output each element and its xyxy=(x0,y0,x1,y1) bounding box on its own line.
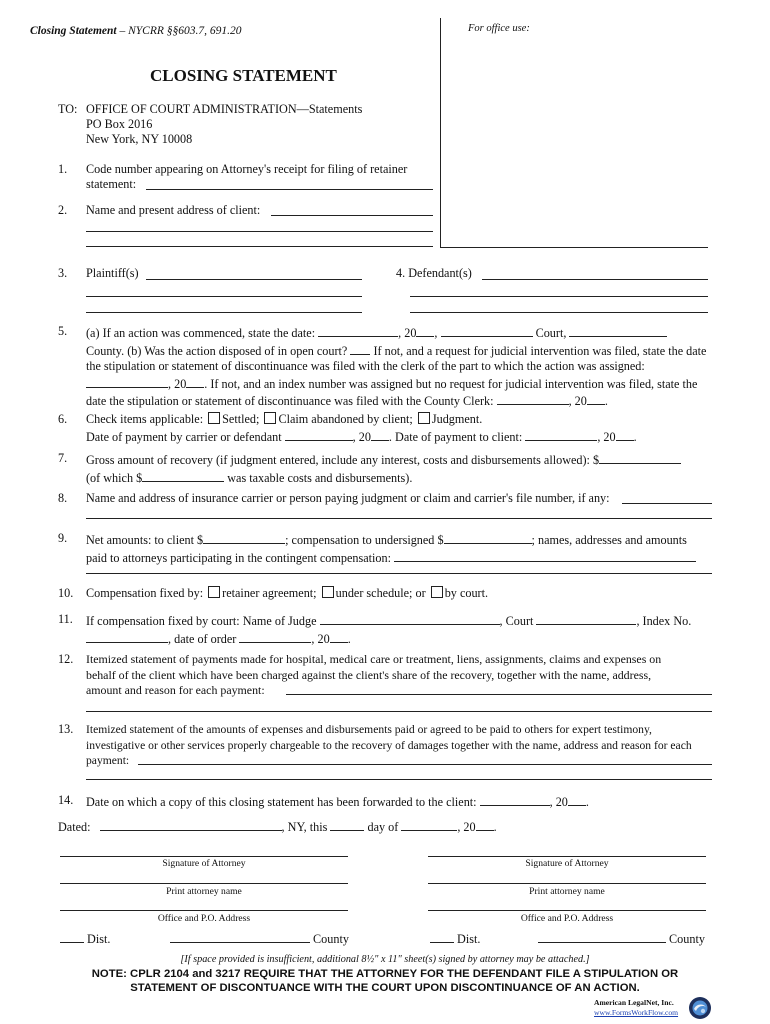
expenses-field-1[interactable] xyxy=(138,764,712,765)
note-line-2: STATEMENT OF DISCONTUANCE WITH THE COURT UPON DISCONTINUANCE OF AN ACTION. xyxy=(130,982,640,994)
forwarded-date-field[interactable] xyxy=(480,793,550,806)
plaintiffs-field-1[interactable] xyxy=(146,279,362,280)
item-12-line-2: behalf of the client which have been charged against the client's share of the recovery, together with the name, address, xyxy=(86,667,652,682)
item-7-b2: was taxable costs and disbursements). xyxy=(224,470,413,485)
page-title: CLOSING STATEMENT xyxy=(150,66,337,85)
item-13-line-2: investigative or other services properly chargeable to the recovery of damages together with the name, address and reason for each xyxy=(86,738,692,752)
to-line-2: PO Box 2016 xyxy=(86,117,153,131)
dated-c: , 20 xyxy=(457,820,476,834)
item-13-line-1: Itemized statement of the amounts of expenses and disbursements paid or agreed to be paid to others for expert testimony, xyxy=(86,723,652,736)
retainer-code-field[interactable] xyxy=(146,189,433,190)
to-label: TO: xyxy=(58,102,78,116)
dist-field-right[interactable] xyxy=(430,930,454,943)
client-name-field[interactable] xyxy=(271,215,433,216)
item-6-b5: . xyxy=(633,429,637,444)
item-6-b1: Date of payment by carrier or defendant xyxy=(86,429,282,444)
dist-row-left xyxy=(60,930,110,947)
item-11-text xyxy=(86,612,712,647)
item-3-number: 3. xyxy=(58,266,68,280)
dated-label: Dated: xyxy=(58,820,91,834)
item-2-number: 2. xyxy=(58,203,68,217)
dated-b: day of xyxy=(367,820,399,834)
county-clerk-date-field[interactable] xyxy=(497,392,569,405)
action-year-field[interactable] xyxy=(416,324,434,337)
under-schedule-checkbox[interactable] xyxy=(322,586,334,598)
county-row-left xyxy=(170,930,349,947)
item-9-number: 9. xyxy=(58,531,68,545)
action-court-field[interactable] xyxy=(441,324,533,337)
judge-name-field[interactable] xyxy=(320,612,500,625)
item-9-text xyxy=(86,531,712,566)
carrier-name-field[interactable] xyxy=(622,503,712,504)
county-field-right[interactable] xyxy=(538,930,666,943)
item-7-b1: (of which $ xyxy=(86,470,143,485)
item-7-text xyxy=(86,451,712,486)
item-5-l5b: , 20 xyxy=(568,394,587,409)
dated-month-field[interactable] xyxy=(401,818,457,831)
stipulation-year-field[interactable] xyxy=(186,375,204,388)
item-5-a4: Court, xyxy=(535,326,567,340)
abandoned-label: Claim abandoned by client; xyxy=(278,412,413,426)
item-5-l3: the stipulation or statement of discontinuance was filed with the clerk of the part to which the action was assigned: xyxy=(86,359,645,374)
item-12-text xyxy=(86,652,712,699)
order-date-field[interactable] xyxy=(239,630,311,643)
item-11-number: 11. xyxy=(58,612,73,626)
gross-recovery-field[interactable] xyxy=(599,451,681,464)
item-8-text: Name and address of insurance carrier or person paying judgment or claim and carrier's file number, if any: xyxy=(86,491,610,505)
item-12-line-3: amount and reason for each payment: xyxy=(86,683,265,698)
dist-field-left[interactable] xyxy=(60,930,84,943)
item-6-number: 6. xyxy=(58,412,68,426)
item-1-number: 1. xyxy=(58,162,68,176)
item-9-b: paid to attorneys participating in the contingent compensation: xyxy=(86,550,391,565)
brand-name: American LegalNet, Inc. xyxy=(594,998,674,1007)
dated-row xyxy=(58,818,497,835)
abandoned-checkbox[interactable] xyxy=(264,412,276,424)
item-14-b: , 20 xyxy=(549,795,568,809)
index-number-field[interactable] xyxy=(86,630,168,643)
form-citation xyxy=(30,25,242,37)
county-clerk-year-field[interactable] xyxy=(587,392,605,405)
forwarded-year-field[interactable] xyxy=(568,793,586,806)
dist-row-right xyxy=(430,930,480,947)
item-13-text xyxy=(86,722,712,769)
county-field-left[interactable] xyxy=(170,930,310,943)
brand-url[interactable]: www.FormsWorkFlow.com xyxy=(594,1008,679,1017)
brand-logo-icon xyxy=(688,996,712,1020)
retainer-agreement-label: retainer agreement; xyxy=(222,586,317,600)
client-address-field-2[interactable] xyxy=(86,246,433,247)
item-9-a3: ; names, addresses and amounts xyxy=(531,533,687,547)
defendants-field-2[interactable] xyxy=(410,296,708,297)
under-schedule-label: under schedule; or xyxy=(335,586,426,600)
participating-attorneys-field[interactable] xyxy=(394,549,696,562)
office-use-label: For office use: xyxy=(468,23,530,34)
item-12-line-1: Itemized statement of payments made for hospital, medical care or treatment, liens, assignments, claims and expenses on xyxy=(86,652,662,666)
item-10-text xyxy=(86,586,488,601)
client-payment-date-field[interactable] xyxy=(525,428,597,441)
item-7-a: Gross amount of recovery (if judgment entered, include any interest, costs and disbursements allowed): $ xyxy=(86,453,600,467)
dated-a: , NY, this xyxy=(281,820,328,834)
item-6-text xyxy=(86,412,712,445)
item-5-l2a: County. (b) Was the action disposed of in open court? xyxy=(86,343,348,358)
item-5-text xyxy=(86,324,712,410)
net-to-client-field[interactable] xyxy=(203,531,285,544)
office-address-line-right[interactable] xyxy=(428,910,706,911)
to-line-1: OFFICE OF COURT ADMINISTRATION—Statements xyxy=(86,102,363,116)
office-use-box-left-border xyxy=(440,18,441,248)
carrier-payment-date-field[interactable] xyxy=(285,428,353,441)
item-8-number: 8. xyxy=(58,491,68,505)
carrier-payment-year-field[interactable] xyxy=(371,428,389,441)
item-6-b4: , 20 xyxy=(597,429,616,444)
item-14-c: . xyxy=(585,795,589,809)
item-5-l5c: . xyxy=(604,394,608,409)
participating-attorneys-field-2[interactable] xyxy=(86,573,712,574)
item-5-a3: , xyxy=(434,326,438,340)
county-row-right xyxy=(538,930,705,947)
dated-d: . xyxy=(493,820,497,834)
item-12-number: 12. xyxy=(58,652,74,666)
office-address-line-left[interactable] xyxy=(60,910,348,911)
office-use-box-bottom-border xyxy=(440,247,708,248)
item-14-number: 14. xyxy=(58,793,74,807)
plaintiffs-field-2[interactable] xyxy=(86,296,362,297)
item-6-b3: . Date of payment to client: xyxy=(388,429,523,444)
print-name-label-left: Print attorney name xyxy=(166,886,242,897)
by-court-checkbox[interactable] xyxy=(431,586,443,598)
item-1-text: Code number appearing on Attorney's receipt for filing of retainer xyxy=(86,162,408,176)
item-10-number: 10. xyxy=(58,586,74,600)
settled-checkbox[interactable] xyxy=(208,412,220,424)
item-5-l5a: date the stipulation or statement of discontinuance was filed with the County Clerk: xyxy=(86,394,494,409)
judgment-checkbox[interactable] xyxy=(418,412,430,424)
item-7-number: 7. xyxy=(58,451,68,465)
dist-label-right: Dist. xyxy=(457,932,481,946)
item-11-a3: , Index No. xyxy=(636,614,692,628)
form-citation-rule: – NYCRR §§603.7, 691.20 xyxy=(116,25,242,37)
defendants-field-3[interactable] xyxy=(410,312,708,313)
county-label-left: County xyxy=(313,932,349,946)
to-line-3: New York, NY 10008 xyxy=(86,132,193,146)
item-11-b2: , 20 xyxy=(311,631,330,646)
item-9-a1: Net amounts: to client $ xyxy=(86,533,204,547)
footnote: [If space provided is insufficient, additional 8½" x 11" sheet(s) signed by attorney may be attached.] xyxy=(180,954,590,965)
office-address-label-left: Office and P.O. Address xyxy=(157,913,251,924)
item-5-l4b: . If not, and an index number was assigned but no request for judicial intervention was filed, state the xyxy=(204,376,698,391)
item-6-b2: , 20 xyxy=(352,429,371,444)
action-county-field[interactable] xyxy=(569,324,667,337)
county-label-right: County xyxy=(669,932,705,946)
print-name-line-left[interactable] xyxy=(60,883,348,884)
item-6-a: Check items applicable: xyxy=(86,412,204,426)
payments-field-2[interactable] xyxy=(86,711,712,712)
judgment-label: Judgment. xyxy=(431,412,483,426)
item-10-a: Compensation fixed by: xyxy=(86,586,204,600)
item-5-l2b: If not, and a request for judicial intervention was filed, state the date xyxy=(370,343,707,358)
form-citation-title: Closing Statement xyxy=(30,25,117,37)
office-address-label-right: Office and P.O. Address xyxy=(520,913,614,924)
open-court-field[interactable] xyxy=(350,342,370,355)
client-address-field-1[interactable] xyxy=(86,231,433,232)
signature-line-left[interactable] xyxy=(60,856,348,857)
stipulation-date-field[interactable] xyxy=(86,375,168,388)
item-2-text: Name and present address of client: xyxy=(86,203,261,217)
action-date-field[interactable] xyxy=(318,324,398,337)
item-11-a1: If compensation fixed by court: Name of Judge xyxy=(86,614,317,628)
carrier-address-field[interactable] xyxy=(86,518,712,519)
court-field[interactable] xyxy=(536,612,636,625)
defendants-label: 4. Defendant(s) xyxy=(396,266,472,280)
item-14-text xyxy=(86,793,589,810)
item-13-number: 13. xyxy=(58,722,74,736)
item-5-a2: , 20 xyxy=(398,326,417,340)
dated-day-field[interactable] xyxy=(330,818,364,831)
dist-label-left: Dist. xyxy=(87,932,111,946)
defendants-field-1[interactable] xyxy=(482,279,708,280)
item-11-b1: , date of order xyxy=(168,631,237,646)
item-11-a2: , Court xyxy=(499,614,534,628)
signature-line-right[interactable] xyxy=(428,856,706,857)
dated-year-field[interactable] xyxy=(476,818,494,831)
payments-field-1[interactable] xyxy=(286,694,712,695)
retainer-agreement-checkbox[interactable] xyxy=(208,586,220,598)
plaintiffs-label: Plaintiff(s) xyxy=(86,266,139,280)
print-name-label-right: Print attorney name xyxy=(529,886,605,897)
item-13-line-3: payment: xyxy=(86,754,130,768)
taxable-costs-field[interactable] xyxy=(142,469,224,482)
note-line-1: NOTE: CPLR 2104 and 3217 REQUIRE THAT THE ATTORNEY FOR THE DEFENDANT FILE A STIPULATION OR xyxy=(91,968,679,980)
dated-city-field[interactable] xyxy=(100,818,282,831)
expenses-field-2[interactable] xyxy=(86,779,712,780)
order-year-field[interactable] xyxy=(330,630,348,643)
client-payment-year-field[interactable] xyxy=(616,428,634,441)
plaintiffs-field-3[interactable] xyxy=(86,312,362,313)
settled-label: Settled; xyxy=(222,412,260,426)
item-14-a: Date on which a copy of this closing statement has been forwarded to the client: xyxy=(86,795,477,809)
print-name-line-right[interactable] xyxy=(428,883,706,884)
item-5-l4a: , 20 xyxy=(168,376,187,391)
item-5-a1: (a) If an action was commenced, state the date: xyxy=(86,326,316,340)
signature-label-left: Signature of Attorney xyxy=(162,858,246,869)
compensation-field[interactable] xyxy=(444,531,532,544)
item-9-a2: ; compensation to undersigned $ xyxy=(285,533,444,547)
signature-label-right: Signature of Attorney xyxy=(525,858,609,869)
by-court-label: by court. xyxy=(444,586,489,600)
item-1-text-2: statement: xyxy=(86,177,137,191)
item-5-number: 5. xyxy=(58,324,68,338)
item-11-b3: . xyxy=(347,631,351,646)
